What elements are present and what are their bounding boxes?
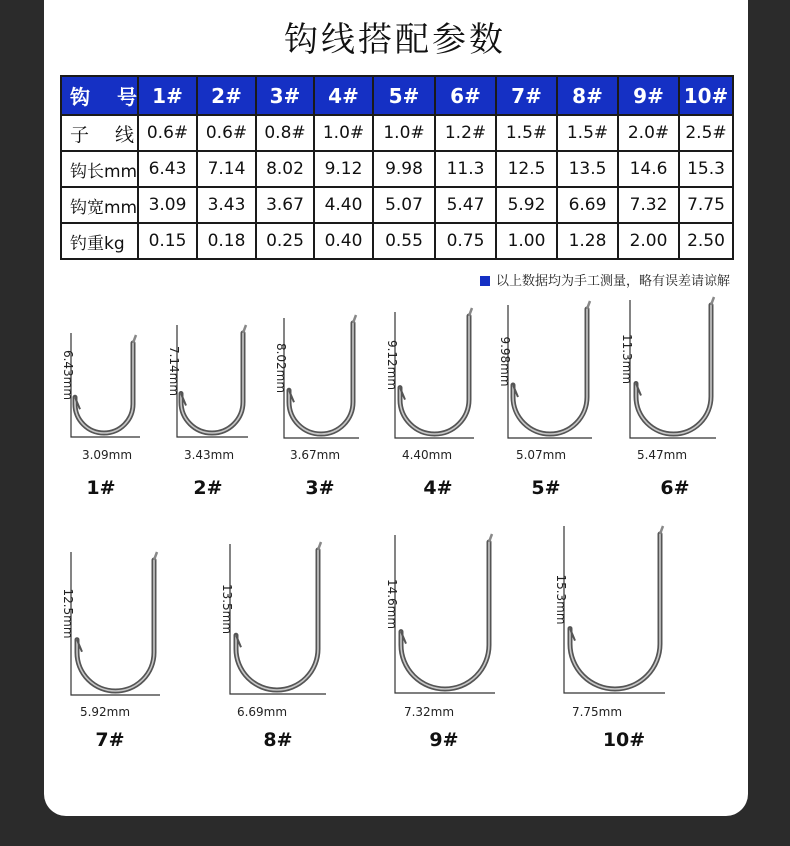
- table-cell: 7.32: [618, 187, 679, 223]
- hook-highlight: [236, 550, 318, 690]
- hook-highlight: [570, 534, 660, 689]
- hook-eye: [318, 542, 321, 550]
- hook-eye: [469, 308, 472, 316]
- table-cell: 2.00: [618, 223, 679, 259]
- table-cell: 12.5: [496, 151, 557, 187]
- hook-width-label: 6.69mm: [236, 705, 288, 719]
- table-cell: 11.3: [435, 151, 496, 187]
- hook-highlight: [401, 542, 489, 689]
- hook-size-label: 7#: [95, 729, 125, 751]
- table-cell: 1.0#: [314, 115, 373, 151]
- hook-shape: [570, 534, 660, 689]
- hook-highlight: [636, 305, 711, 434]
- table-cell: 3.09: [138, 187, 197, 223]
- hook-size-label: 3#: [305, 477, 335, 499]
- table-cell: 1.2#: [435, 115, 496, 151]
- hook-length-label: 7.14mm: [167, 345, 181, 397]
- table-header-cell: 7#: [496, 76, 557, 115]
- table-cell: 3.43: [197, 187, 256, 223]
- table-cell: 0.6#: [138, 115, 197, 151]
- table-cell: 5.92: [496, 187, 557, 223]
- hook-width-label: 3.43mm: [183, 448, 235, 462]
- hook-highlight: [77, 560, 154, 691]
- table-cell: 1.28: [557, 223, 618, 259]
- hook-length-label: 12.5mm: [61, 588, 75, 639]
- hook-length-label: 9.12mm: [385, 339, 399, 391]
- table-cell: 1.0#: [373, 115, 435, 151]
- hook-eye: [243, 325, 246, 333]
- hook-size-label: 2#: [193, 477, 223, 499]
- table-header-cell: 1#: [138, 76, 197, 115]
- table-cell: 6.69: [557, 187, 618, 223]
- table-cell: 3.67: [256, 187, 314, 223]
- hook-eye: [489, 534, 492, 542]
- hook-shape: [513, 309, 587, 434]
- table-cell: 4.40: [314, 187, 373, 223]
- table-header-cell: 10#: [679, 76, 733, 115]
- hook-width-label: 3.67mm: [289, 448, 341, 462]
- hook-length-label: 15.3mm: [554, 574, 568, 625]
- table-cell: 8.02: [256, 151, 314, 187]
- hook-length-label: 6.43mm: [61, 349, 75, 401]
- hook-highlight: [289, 323, 353, 434]
- hook-highlight: [513, 309, 587, 434]
- hook-eye: [587, 301, 590, 309]
- hook-width-label: 7.75mm: [571, 705, 623, 719]
- hook-size-label: 5#: [531, 477, 561, 499]
- hook-eye: [154, 552, 157, 560]
- row-label: 钩宽mm: [61, 187, 138, 223]
- hook-length-label: 9.98mm: [498, 336, 512, 387]
- hook-shape: [289, 323, 353, 434]
- table-cell: 13.5: [557, 151, 618, 187]
- table-cell: 0.40: [314, 223, 373, 259]
- table-cell: 0.6#: [197, 115, 256, 151]
- table-cell: 6.43: [138, 151, 197, 187]
- hook-shape: [401, 542, 489, 689]
- table-cell: 14.6: [618, 151, 679, 187]
- hook-highlight: [181, 333, 243, 433]
- hook-eye: [660, 526, 663, 534]
- hook-shape: [636, 305, 711, 434]
- hook-highlight: [75, 343, 133, 433]
- table-cell: 0.8#: [256, 115, 314, 151]
- hook-width-label: 5.92mm: [79, 705, 131, 719]
- table-cell: 0.25: [256, 223, 314, 259]
- table-cell: 5.47: [435, 187, 496, 223]
- table-header-cell: 4#: [314, 76, 373, 115]
- hook-width-label: 5.47mm: [636, 448, 688, 462]
- table-cell: 1.00: [496, 223, 557, 259]
- hook-shape: [77, 560, 154, 691]
- hook-length-label: 11.3mm: [620, 333, 634, 385]
- table-cell: 7.75: [679, 187, 733, 223]
- hook-eye: [711, 297, 714, 305]
- table-header-cell: 2#: [197, 76, 256, 115]
- table-header-cell: 5#: [373, 76, 435, 115]
- row-label: 子 线: [61, 115, 138, 151]
- hook-width-label: 3.09mm: [81, 448, 133, 462]
- table-cell: 9.98: [373, 151, 435, 187]
- table-cell: 0.18: [197, 223, 256, 259]
- hook-width-label: 7.32mm: [403, 705, 455, 719]
- table-header-cell: 9#: [618, 76, 679, 115]
- table-cell: 2.50: [679, 223, 733, 259]
- hook-size-label: 8#: [263, 729, 293, 751]
- table-cell: 5.07: [373, 187, 435, 223]
- table-cell: 7.14: [197, 151, 256, 187]
- row-label: 钓重kg: [61, 223, 138, 259]
- hook-width-label: 5.07mm: [515, 448, 567, 462]
- page-title: 钩线搭配参数: [284, 20, 506, 60]
- table-header-cell: 钩 号: [61, 76, 138, 115]
- hook-size-label: 6#: [660, 477, 690, 499]
- hook-eye: [353, 315, 356, 323]
- hook-size-label: 10#: [602, 729, 646, 751]
- hook-highlight: [400, 316, 469, 434]
- row-label: 钩长mm: [61, 151, 138, 187]
- table-cell: 1.5#: [557, 115, 618, 151]
- table-header-cell: 6#: [435, 76, 496, 115]
- table-cell: 0.55: [373, 223, 435, 259]
- table-cell: 15.3: [679, 151, 733, 187]
- hook-length-label: 8.02mm: [274, 342, 288, 394]
- hook-size-label: 4#: [423, 477, 453, 499]
- note-text: 以上数据均为手工测量，略有误差请谅解: [495, 274, 730, 289]
- hook-length-label: 13.5mm: [220, 583, 234, 635]
- hook-size-label: 9#: [429, 729, 459, 751]
- table-header-cell: 8#: [557, 76, 618, 115]
- hook-length-label: 14.6mm: [385, 578, 399, 630]
- hook-shape: [75, 343, 133, 433]
- table-cell: 0.15: [138, 223, 197, 259]
- table-cell: 1.5#: [496, 115, 557, 151]
- table-cell: 2.0#: [618, 115, 679, 151]
- hook-eye: [133, 335, 136, 343]
- hook-size-label: 1#: [86, 477, 116, 499]
- table-cell: 9.12: [314, 151, 373, 187]
- table-header-cell: 3#: [256, 76, 314, 115]
- hook-shape: [181, 333, 243, 433]
- hook-shape: [236, 550, 318, 690]
- table-cell: 2.5#: [679, 115, 733, 151]
- hook-shape: [400, 316, 469, 434]
- table-cell: 0.75: [435, 223, 496, 259]
- hook-width-label: 4.40mm: [401, 448, 453, 462]
